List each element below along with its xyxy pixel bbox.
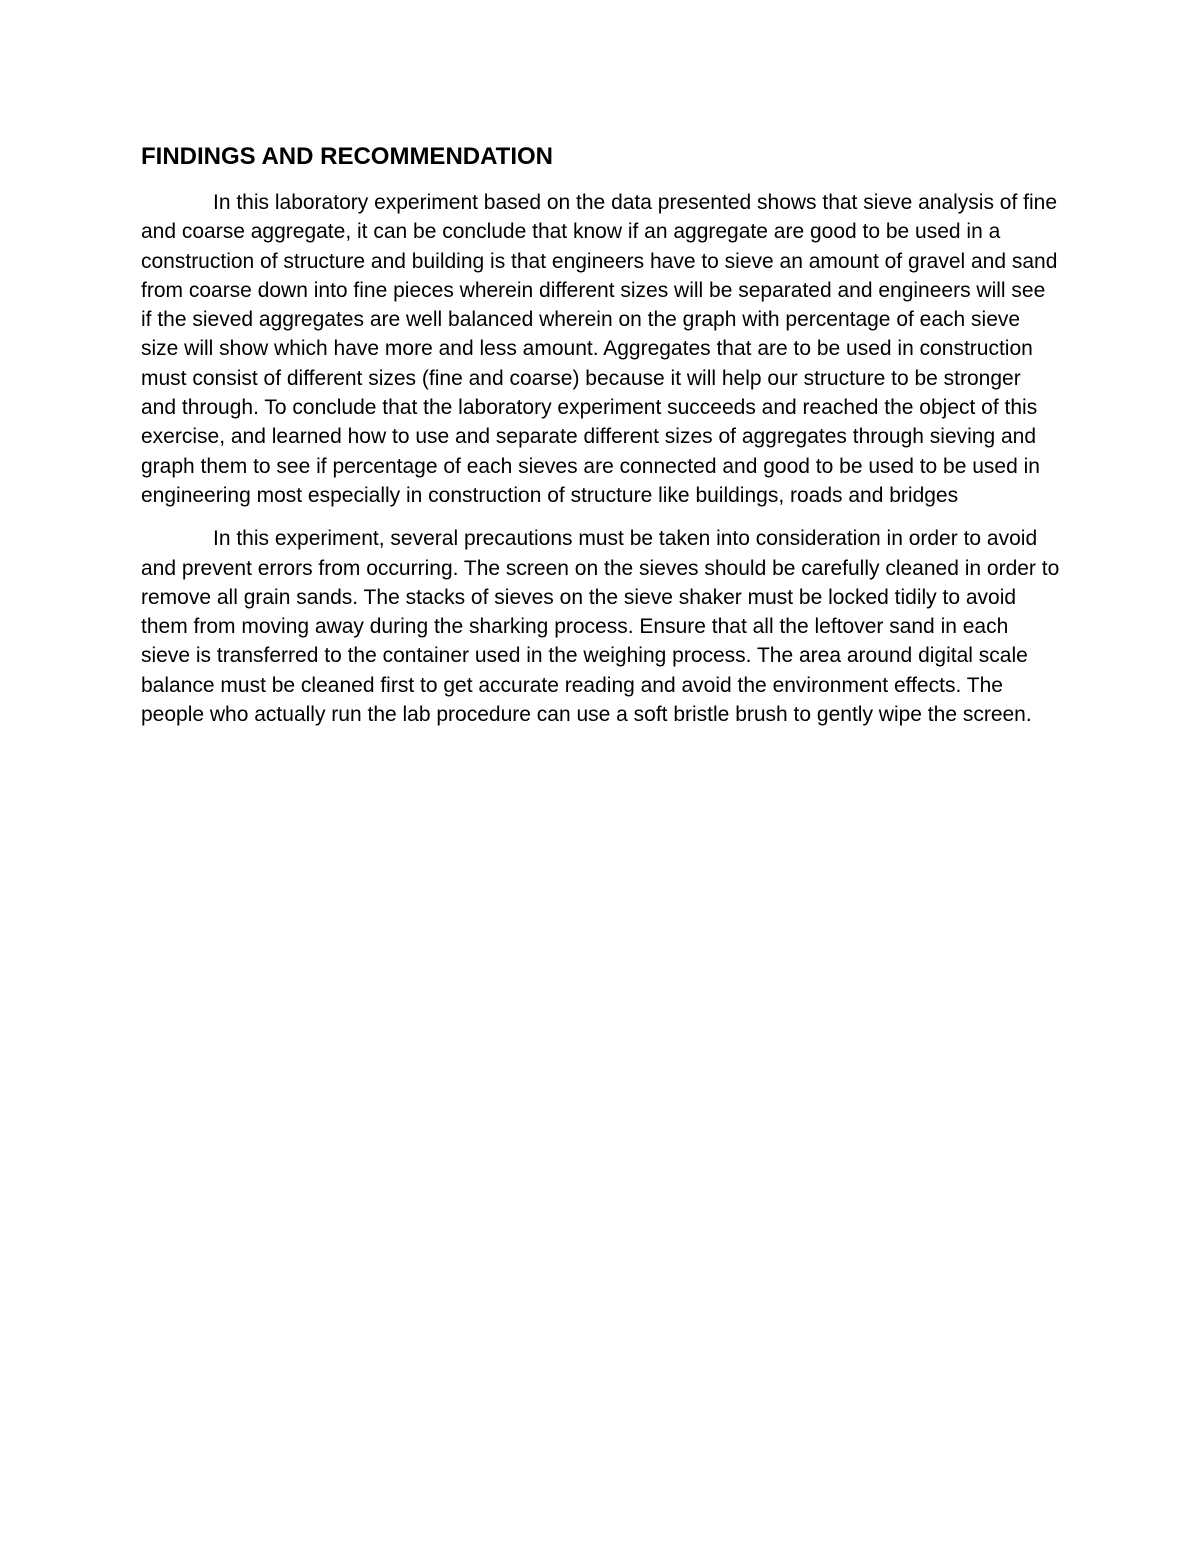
document-body: [141, 140, 1061, 743]
document-heading: FINDINGS AND RECOMMENDATION: [141, 143, 553, 170]
paragraph-recommendation: In this experiment, several precautions must be taken into consideration in order to avoid and prevent errors from occurring. The screen on the sieves should be carefully cleaned in order to remove all grain sands. The stacks of sieves on the sieve shaker must be locked tidily to avoid them from moving away during the sharking process. Ensure that all the leftover sand in each sieve is transferred to the container used in the weighing process. The area around digital scale balance must be cleaned first to get accurate reading and avoid the environment effects. The people who actually run the lab procedure can use a soft bristle brush to gently wipe the screen.: [141, 527, 1060, 727]
paragraph-findings: In this laboratory experiment based on the data presented shows that sieve analysis of fine and coarse aggregate, it can be conclude that know if an aggregate are good to be used in a construction of structure and building is that engineers have to sieve an amount of gravel and sand from coarse down into fine pieces wherein different sizes will be separated and engineers will see if the sieved aggregates are well balanced wherein on the graph with percentage of each sieve size will show which have more and less amount. Aggregates that are to be used in construction must consist of different sizes (fine and coarse) because it will help our structure to be stronger and through. To conclude that the laboratory experiment succeeds and reached the object of this exercise, and learned how to use and separate different sizes of aggregates through sieving and graph them to see if percentage of each sieves are connected and good to be used to be used in engineering most especially in construction of structure like buildings, roads and bridges: [141, 191, 1058, 507]
